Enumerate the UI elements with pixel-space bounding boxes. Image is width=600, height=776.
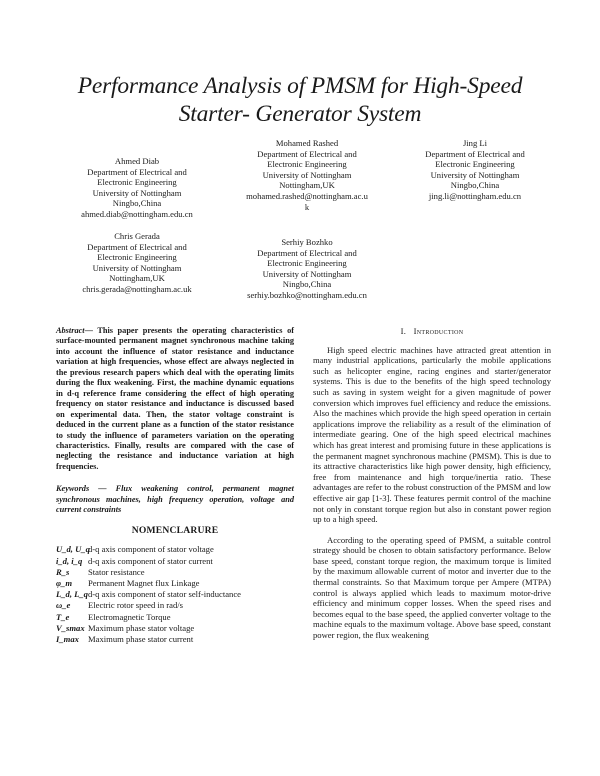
author-affiliation-line: University of Nottingham bbox=[92, 187, 182, 198]
nomenclature-row bbox=[56, 600, 294, 610]
nomenclature-list bbox=[56, 544, 294, 644]
paper-title bbox=[40, 72, 560, 128]
author-block bbox=[62, 231, 212, 295]
author-affiliation-line: Department of Electrical and bbox=[87, 166, 187, 177]
nomenclature-description: d-q axis component of stator voltage bbox=[88, 544, 214, 555]
author-affiliation-line: Nottingham,UK bbox=[109, 273, 165, 284]
nomenclature-symbol bbox=[56, 612, 88, 622]
keywords bbox=[56, 484, 294, 515]
author-block bbox=[62, 156, 212, 220]
nomenclature-symbol bbox=[56, 544, 88, 554]
author-affiliation-line: University of Nottingham bbox=[430, 169, 520, 180]
author-email: chris.gerada@nottingham.ac.uk bbox=[82, 283, 192, 294]
nomenclature-symbol-text: ω_e bbox=[56, 600, 71, 611]
section-title: Introduction bbox=[413, 326, 464, 336]
author-block bbox=[400, 138, 550, 202]
author-affiliation-line: Department of Electrical and bbox=[425, 148, 525, 159]
author-email: k bbox=[304, 201, 310, 212]
nomenclature-description: Electric rotor speed in rad/s bbox=[88, 600, 183, 611]
abstract bbox=[56, 326, 294, 472]
keywords-text: — Flux weakening control, permanent magnet synchronous machines, high frequency operation, voltage and current constraints bbox=[56, 484, 294, 515]
nomenclature-description: Stator resistance bbox=[88, 566, 145, 577]
nomenclature-symbol-text: V_smax bbox=[56, 622, 85, 633]
author-affiliation-line: Electronic Engineering bbox=[267, 159, 347, 170]
author-block bbox=[232, 237, 382, 301]
intro-paragraph: High speed electric machines have attracted great attention in many industrial applications, particularly the mobile applications such as helicopter engine, racing engines and starter/generator systems. This is due to the benefits of the high speed technology such as saving in system weight for a given magnitude of power conversion which improves fuel efficiency and reduce the emissions. Also the machines which provide the high speed operation in certain applications improve the reliability as a result of the elimination of intermediate gearing. One of the high speed electrical machines which has great interest and promising future in these applications is the permanent magnet synchronous machine (PMSM). This is due to its attractive characteristics like high power density, high efficiency, free from maintenance and high torque/inertia ratio. These advantages are refer to the robust construction of the PMSM and low effective air gap [1-3]. These features permit control of the machine not only in constant torque region but also in constant power region up to a high speed. bbox=[313, 344, 551, 525]
author-name: Chris Gerada bbox=[114, 231, 160, 241]
nomenclature-symbol bbox=[56, 634, 88, 644]
nomenclature-row bbox=[56, 556, 294, 566]
nomenclature-symbol bbox=[56, 556, 88, 566]
intro-paragraph: According to the operating speed of PMSM, a suitable control strategy should be chosen to obtain satisfactory performance. Below base speed, constant torque region, the maximum torque is limited by the maximum allowable current of motor and inverter due to the thermal constraints. So that Maximum torque per Ampere (MTPA) control is always applied which leads to maximum motor-drive efficiency and minimum copper losses. When the speed rises and becomes equal to the base speed, the applied converter voltage to the machine equals to the maximum voltage. Above base speed, constant power region, the flux weakening bbox=[313, 534, 551, 641]
keywords-lead: Keywords bbox=[56, 484, 90, 494]
nomenclature-description: Maximum phase stator voltage bbox=[88, 622, 195, 633]
nomenclature-symbol-text: T_e bbox=[56, 611, 70, 622]
nomenclature-heading: NOMENCLARURE bbox=[131, 524, 219, 536]
nomenclature-description: d-q axis component of stator self-inductance bbox=[88, 589, 241, 600]
nomenclature-symbol bbox=[56, 600, 88, 610]
nomenclature-row bbox=[56, 612, 294, 622]
nomenclature-symbol-text: i_d, i_q bbox=[56, 555, 83, 566]
author-email: ahmed.diab@nottingham.edu.cn bbox=[81, 208, 193, 219]
abstract-text: This paper presents the operating characteristics of surface-mounted permanent magnet synchronous machine taking into account the influence of stator resistance and inductance variation at high frequencies, whose effect are always neglected in the previous research papers which deal with the operating limits during the flux weakening. First, the machine dynamic equations in d-q reference frame considering the effect of high operating frequency on stator resistance and inductance is discussed based on experimental data. Then, the stator voltage constraint is deduced in the current plane as a function of the stator resistance to study the influence of parameters variation on the operating characteristics. Finally, results are compared with the case of neglecting the resistance and inductance variation at high frequencies. bbox=[56, 326, 294, 471]
nomenclature-description: Maximum phase stator current bbox=[88, 633, 194, 644]
nomenclature-symbol-text: L_d, L_q bbox=[56, 589, 88, 600]
nomenclature-symbol bbox=[56, 567, 88, 577]
section-number: I. bbox=[400, 326, 407, 336]
author-email: mohamed.rashed@nottingham.ac.u bbox=[246, 190, 368, 201]
author-affiliation-line: University of Nottingham bbox=[262, 268, 352, 279]
nomenclature-symbol-text: I_max bbox=[56, 633, 79, 644]
section-heading bbox=[313, 326, 551, 337]
nomenclature-symbol-text: R_s bbox=[56, 566, 70, 577]
author-affiliation-line: Department of Electrical and bbox=[87, 241, 187, 252]
nomenclature-row bbox=[56, 544, 294, 554]
nomenclature-row bbox=[56, 567, 294, 577]
author-affiliation-line: Electronic Engineering bbox=[435, 159, 515, 170]
author-affiliation-line: Electronic Engineering bbox=[267, 258, 347, 269]
abstract-dash: — bbox=[84, 326, 98, 335]
nomenclature-symbol-text: U_d, U_q bbox=[56, 544, 90, 555]
nomenclature-symbol bbox=[56, 589, 88, 599]
title-line-2: Starter- Generator System bbox=[178, 101, 422, 127]
author-name: Mohamed Rashed bbox=[275, 138, 339, 148]
author-affiliation-line: Ningbo,China bbox=[112, 198, 162, 209]
nomenclature-symbol-text: φ_m bbox=[56, 577, 73, 588]
left-column bbox=[56, 326, 294, 645]
author-affiliation-line: Department of Electrical and bbox=[257, 148, 357, 159]
author-affiliation-line: Electronic Engineering bbox=[97, 252, 177, 263]
author-affiliation-line: Ningbo,China bbox=[282, 279, 332, 290]
right-column bbox=[313, 326, 551, 641]
abstract-lead: Abstract bbox=[56, 326, 85, 335]
author-block bbox=[232, 138, 382, 212]
author-affiliation-line: University of Nottingham bbox=[262, 169, 352, 180]
author-affiliation-line: Nottingham,UK bbox=[279, 180, 335, 191]
nomenclature-row bbox=[56, 634, 294, 644]
nomenclature-row bbox=[56, 578, 294, 588]
author-name: Jing Li bbox=[462, 138, 488, 148]
nomenclature-symbol bbox=[56, 578, 88, 588]
nomenclature-symbol bbox=[56, 623, 88, 633]
nomenclature-row bbox=[56, 589, 294, 599]
nomenclature-row bbox=[56, 623, 294, 633]
author-email: jing.li@nottingham.edu.cn bbox=[428, 190, 522, 201]
author-affiliation-line: Ningbo,China bbox=[450, 180, 500, 191]
author-name: Ahmed Diab bbox=[114, 156, 160, 166]
nomenclature-description: Permanent Magnet flux Linkage bbox=[88, 577, 200, 588]
nomenclature-description: d-q axis component of stator current bbox=[88, 555, 213, 566]
author-name: Serhiy Bozhko bbox=[281, 237, 333, 247]
author-affiliation-line: University of Nottingham bbox=[92, 262, 182, 273]
author-email: serhiy.bozhko@nottingham.edu.cn bbox=[247, 289, 367, 300]
author-affiliation-line: Electronic Engineering bbox=[97, 177, 177, 188]
title-line-1: Performance Analysis of PMSM for High-Speed bbox=[77, 73, 523, 99]
author-affiliation-line: Department of Electrical and bbox=[257, 247, 357, 258]
nomenclature-description: Electromagnetic Torque bbox=[88, 611, 171, 622]
